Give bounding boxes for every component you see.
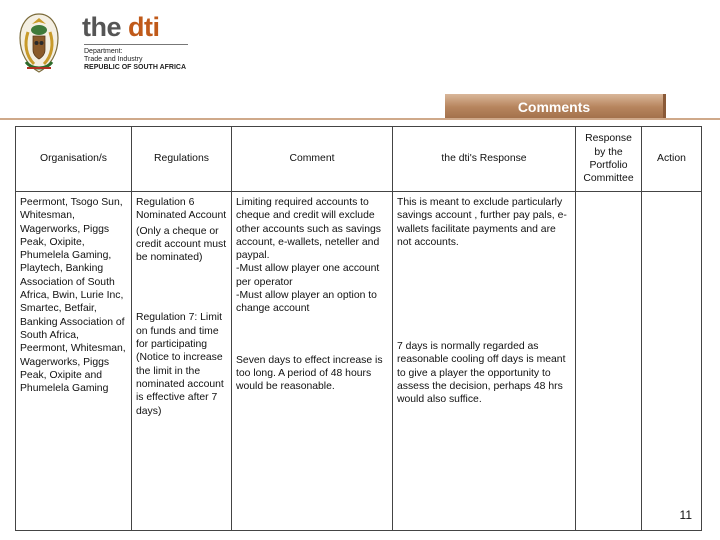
- brand-divider: [84, 44, 188, 45]
- comment-1-c: -Must allow player an option to change account: [236, 290, 377, 315]
- regulation-6-note: (Only a cheque or credit account must be nominated): [136, 225, 227, 264]
- regulation-6-title: Regulation 6 Nominated Account: [136, 197, 227, 222]
- comment-1-b: -Must allow player one account per operator: [236, 263, 380, 288]
- dept-line-3: REPUBLIC OF SOUTH AFRICA: [84, 64, 187, 71]
- brand-the: the: [82, 12, 121, 42]
- spacer: [397, 249, 571, 340]
- banner-title: Comments: [517, 99, 591, 115]
- dti-logo: [10, 4, 210, 80]
- header-dti-response: the dti's Response: [393, 127, 576, 192]
- organisations-text: Peermont, Tsogo Sun, Whitesman, Wagerworks, Piggs Peak, Oxipite, Phumelela Gaming, Playtech, Banking Association of South Africa, Bwin, Lurie Inc, Smartec, Betfair, Banking Association of South Africa, Peermont, Whitesman, Wagerworks, Piggs Peak, Oxipite and Phumelela Gaming: [20, 197, 126, 395]
- table-row: [16, 192, 702, 531]
- response-1: This is meant to exclude particularly savings account , further pay pals, e-wallets facilitate payments and are not accounts.: [397, 197, 567, 248]
- spacer: [136, 264, 227, 311]
- brand-dti: dti: [128, 12, 160, 42]
- comment-1: Limiting required accounts to cheque and credit will exclude other accounts such as savings account, e-wallets, neteller and paypal.: [236, 197, 381, 262]
- cell-comment: [232, 192, 393, 531]
- comments-table: [15, 126, 702, 531]
- cell-dti-response: [393, 192, 576, 531]
- banner-rule: [0, 118, 720, 120]
- dept-line-2: Trade and Industry: [84, 56, 143, 63]
- cell-organisations: [16, 192, 132, 531]
- cell-action: [642, 192, 702, 531]
- response-2: 7 days is normally regarded as reasonable cooling off days is meant to give a player the opportunity to assess the decision, perhaps 48 hrs would also suffice.: [397, 341, 566, 406]
- cell-committee-response: [576, 192, 642, 531]
- regulation-7-note: (Notice to increase the limit in the nominated account is effective after 7 days): [136, 352, 224, 417]
- page-number: 11: [679, 508, 692, 522]
- dept-line-1: Department:: [84, 48, 123, 55]
- header-committee-response: Response by the Portfolio Committee: [576, 127, 642, 192]
- table-header-row: [16, 127, 702, 192]
- header-comment: Comment: [232, 127, 393, 192]
- regulation-7-title: Regulation 7: Limit on funds and time for participating: [136, 312, 223, 351]
- coat-of-arms-icon: [14, 10, 64, 76]
- header-organisations: Organisation/s: [16, 127, 132, 192]
- comment-2: Seven days to effect increase is too long. A period of 48 hours would be reasonable.: [236, 354, 383, 393]
- spacer: [236, 316, 388, 354]
- department-text: [84, 48, 186, 72]
- header-action: Action: [642, 127, 702, 192]
- brand-wordmark: [82, 12, 160, 43]
- cell-regulations: [132, 192, 232, 531]
- header-regulations: Regulations: [132, 127, 232, 192]
- section-banner: [445, 94, 666, 120]
